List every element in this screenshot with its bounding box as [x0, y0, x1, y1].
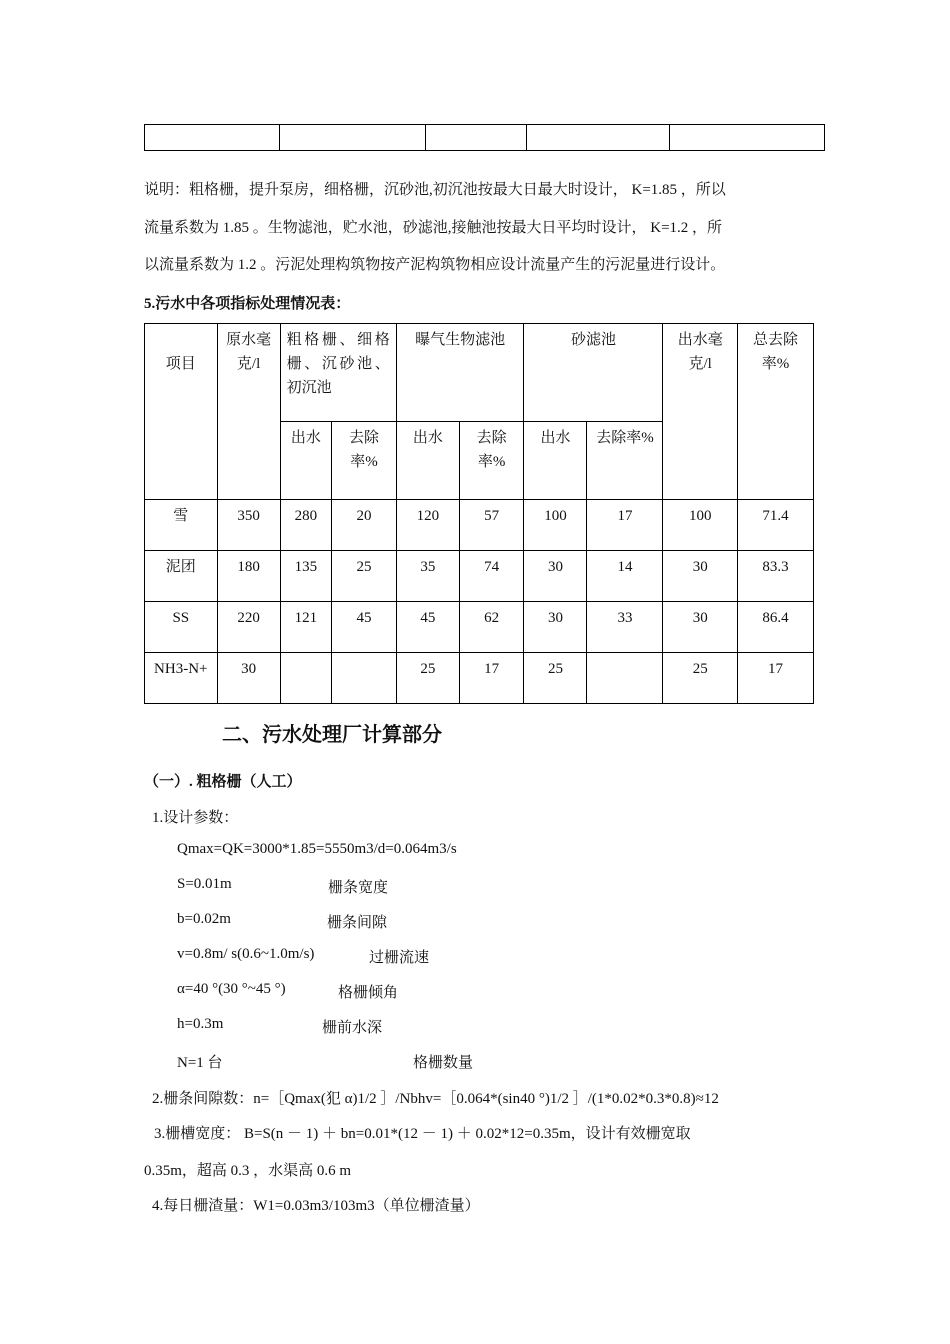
cell-s2-out: 25 — [396, 653, 459, 704]
header-stage2: 曝气生物滤池 — [396, 324, 524, 422]
cell-s3-out: 30 — [524, 551, 587, 602]
table-row — [145, 653, 814, 704]
cell-s3-rate: 14 — [587, 551, 663, 602]
cell-s3-rate: 33 — [587, 602, 663, 653]
header-effluent: 出水毫克/l — [663, 324, 737, 500]
subheader-s1-rate: 去除率% — [332, 422, 397, 500]
cell-item: SS — [145, 602, 218, 653]
cell-s1-out: 280 — [280, 500, 332, 551]
subheader-s1-out: 出水 — [280, 422, 332, 500]
cell-s2-out: 35 — [396, 551, 459, 602]
header-total: 总去除率% — [737, 324, 813, 500]
param-label: 栅条宽度 — [328, 880, 389, 896]
cell-s1-rate: 20 — [332, 500, 397, 551]
cell-effluent: 30 — [663, 551, 737, 602]
subheader-s2-out: 出水 — [396, 422, 459, 500]
table-row — [145, 602, 814, 653]
table-header-row — [145, 324, 814, 422]
cell-s1-rate — [332, 653, 397, 704]
subheader-s2-rate: 去除率% — [459, 422, 524, 500]
cell-s2-rate: 17 — [459, 653, 524, 704]
cell-total: 17 — [737, 653, 813, 704]
subheader-s3-rate: 去除率% — [587, 422, 663, 500]
cell-s1-out: 121 — [280, 602, 332, 653]
calc-step2: 2.栅条间隙数：n=［Qmax(犯 α)1/2 ］/Nbhv=［0.064*(sin40 °)1/2 ］/(1*0.02*0.3*0.8)≈12 — [152, 1091, 719, 1107]
params-heading: 1.设计参数： — [152, 810, 239, 826]
param-label: 过栅流速 — [369, 950, 430, 966]
table-cell — [526, 125, 669, 151]
cell-s3-out: 25 — [524, 653, 587, 704]
header-raw: 原水毫克/l — [217, 324, 280, 500]
cell-s2-out: 120 — [396, 500, 459, 551]
cell-s3-out: 100 — [524, 500, 587, 551]
cell-raw: 30 — [217, 653, 280, 704]
header-stage1: 粗格栅、细格栅、沉砂池、初沉池 — [280, 324, 396, 422]
param-value: S=0.01m — [177, 876, 232, 892]
param-value: b=0.02m — [177, 911, 231, 927]
param-label: 格栅倾角 — [338, 985, 399, 1001]
table-row — [145, 551, 814, 602]
top-table-fragment — [144, 124, 825, 151]
param-label: 格栅数量 — [413, 1055, 474, 1071]
description-line: 以流量系数为 1.2 。污泥处理构筑物按产泥构筑物相应设计流量产生的污泥量进行设计。 — [144, 257, 726, 273]
calc-step3: 3.栅槽宽度： B=S(n － 1) ＋ bn=0.01*(12 － 1) ＋ 0.02*12=0.35m，设计有效栅宽取 — [154, 1126, 691, 1142]
subheader-s3-out: 出水 — [524, 422, 587, 500]
cell-item: 泥团 — [145, 551, 218, 602]
table-cell — [145, 125, 280, 151]
section-title: 二、污水处理厂计算部分 — [222, 724, 442, 746]
param-label: 栅前水深 — [322, 1020, 383, 1036]
param-qmax: Qmax=QK=3000*1.85=5550m3/d=0.064m3/s — [177, 841, 457, 857]
cell-s3-rate: 17 — [587, 500, 663, 551]
cell-effluent: 100 — [663, 500, 737, 551]
cell-s1-out: 135 — [280, 551, 332, 602]
cell-s3-rate — [587, 653, 663, 704]
cell-s1-rate: 25 — [332, 551, 397, 602]
table-cell — [669, 125, 824, 151]
cell-s1-rate: 45 — [332, 602, 397, 653]
param-value: h=0.3m — [177, 1016, 224, 1032]
cell-raw: 220 — [217, 602, 280, 653]
table-row — [145, 125, 825, 151]
param-value: v=0.8m/ s(0.6~1.0m/s) — [177, 946, 315, 962]
cell-raw: 180 — [217, 551, 280, 602]
cell-raw: 350 — [217, 500, 280, 551]
cell-effluent: 25 — [663, 653, 737, 704]
table-cell — [426, 125, 526, 151]
cell-total: 86.4 — [737, 602, 813, 653]
table-title: 5.污水中各项指标处理情况表： — [144, 296, 351, 312]
table-cell — [280, 125, 426, 151]
subsection-title: （一）. 粗格栅（人工） — [144, 774, 302, 790]
cell-item: 雪 — [145, 500, 218, 551]
calc-step3-cont: 0.35m，超高 0.3 ，水渠高 0.6 m — [144, 1163, 352, 1179]
cell-s3-out: 30 — [524, 602, 587, 653]
cell-total: 83.3 — [737, 551, 813, 602]
treatment-table — [144, 323, 814, 704]
cell-s1-out — [280, 653, 332, 704]
header-stage3: 砂滤池 — [524, 324, 663, 422]
calc-step4: 4.每日栅渣量：W1=0.03m3/103m3（单位栅渣量） — [152, 1198, 480, 1214]
param-value: N=1 台 — [177, 1055, 223, 1071]
description-line: 流量系数为 1.85 。生物滤池，贮水池，砂滤池,接触池按最大日平均时设计， K=1.2 ，所 — [144, 220, 723, 236]
cell-s2-rate: 57 — [459, 500, 524, 551]
description-line: 说明：粗格栅，提升泵房，细格栅，沉砂池,初沉池按最大日最大时设计， K=1.85 ，所以 — [144, 182, 726, 198]
table-row — [145, 500, 814, 551]
cell-s2-rate: 74 — [459, 551, 524, 602]
cell-s2-rate: 62 — [459, 602, 524, 653]
cell-effluent: 30 — [663, 602, 737, 653]
header-item: 项目 — [145, 324, 218, 500]
cell-s2-out: 45 — [396, 602, 459, 653]
cell-item: NH3-N+ — [145, 653, 218, 704]
param-label: 栅条间隙 — [327, 915, 388, 931]
param-value: α=40 °(30 °~45 °) — [177, 981, 286, 997]
cell-total: 71.4 — [737, 500, 813, 551]
